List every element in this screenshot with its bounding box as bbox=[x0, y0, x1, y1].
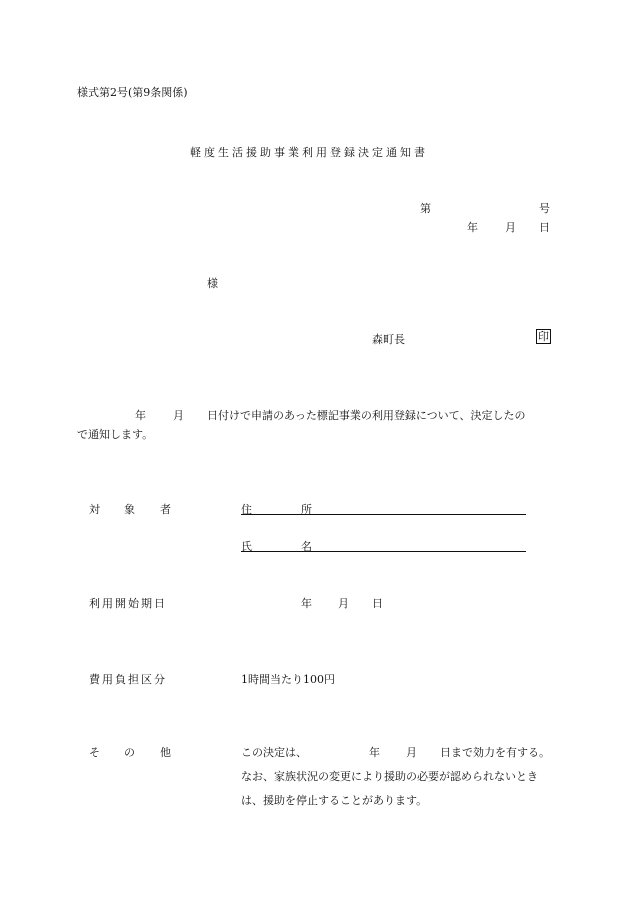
date-month: 月 bbox=[505, 221, 516, 234]
target-label-3: 者 bbox=[160, 503, 171, 516]
recipient-honorific: 様 bbox=[207, 277, 218, 290]
other-line1-month: 月 bbox=[406, 746, 417, 759]
other-label-3: 他 bbox=[160, 746, 171, 759]
cost-label: 費用負担区分 bbox=[89, 673, 167, 686]
body-line2: で通知します。 bbox=[77, 428, 154, 441]
start-date-year: 年 bbox=[301, 597, 312, 610]
doc-number-prefix: 第 bbox=[420, 202, 431, 215]
start-date-month: 月 bbox=[338, 597, 349, 610]
body-year: 年 bbox=[135, 409, 146, 422]
name-field[interactable] bbox=[241, 537, 526, 552]
address-label-1: 住 bbox=[241, 503, 252, 516]
other-line3: は、援助を停止することがあります。 bbox=[241, 794, 428, 807]
seal-mark bbox=[536, 329, 551, 344]
body-month: 月 bbox=[173, 409, 184, 422]
date-day: 日 bbox=[539, 221, 550, 234]
other-line2: なお、家族状況の変更により援助の必要が認められないとき bbox=[241, 770, 538, 783]
body-line1: 日付けで申請のあった標記事業の利用登録について、決定したの bbox=[207, 409, 526, 422]
date-year: 年 bbox=[467, 221, 478, 234]
start-date-day: 日 bbox=[372, 597, 383, 610]
other-line1-prefix: この決定は、 bbox=[241, 746, 307, 759]
doc-number-suffix: 号 bbox=[539, 202, 550, 215]
address-field[interactable] bbox=[241, 500, 526, 515]
target-label-2: 象 bbox=[124, 503, 135, 516]
document-title: 軽度生活援助事業利用登録決定通知書 bbox=[190, 146, 428, 159]
other-line1-rest: 日まで効力を有する。 bbox=[440, 746, 550, 759]
other-label-1: そ bbox=[89, 746, 100, 759]
name-label-1: 氏 bbox=[241, 540, 252, 553]
target-label-1: 対 bbox=[89, 503, 100, 516]
issuer-name: 森町長 bbox=[372, 333, 405, 346]
start-date-label: 利用開始期日 bbox=[89, 597, 167, 610]
name-label-2: 名 bbox=[301, 540, 312, 553]
other-line1-year: 年 bbox=[369, 746, 380, 759]
seal-label: 印 bbox=[538, 330, 549, 343]
form-number: 様式第2号(第9条関係) bbox=[77, 86, 188, 99]
address-label-2: 所 bbox=[301, 503, 312, 516]
cost-value: 1時間当たり100円 bbox=[241, 673, 335, 686]
other-label-2: の bbox=[124, 746, 135, 759]
